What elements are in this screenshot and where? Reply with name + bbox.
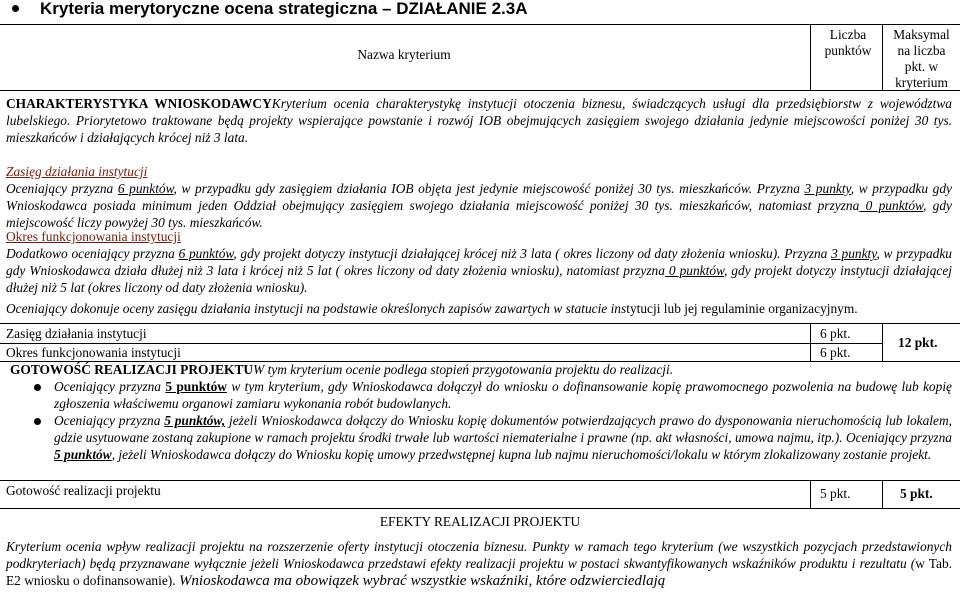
text: Wnioskodawca ma obowiązek wybrać wszystkie wskaźniki, które odzwierciedlają xyxy=(178,573,666,589)
text: , gdy miejscowość liczy powyżej 30 tys. mieszkańców. xyxy=(6,198,953,230)
max-col-line-2: na liczba xyxy=(897,43,946,58)
section-2-intro: W tym kryterium ocenie podlega stopień przygotowania projektu do realizacji. xyxy=(253,362,674,377)
bullet-icon xyxy=(34,418,41,425)
assessment-basis xyxy=(6,300,952,317)
text: , w przypadku gdy Wnioskodawca posiada minimum jeden Oddział obejmujący zasięgiem swojego działania miejscowość poniżej 30 tys. mieszkańców, natomiast przyzna xyxy=(6,181,952,213)
max-points: 5 pkt. xyxy=(900,486,933,501)
table-header xyxy=(0,24,960,91)
text: Oceniający przyzna xyxy=(6,181,118,196)
points-value: 5 punktów xyxy=(54,447,112,462)
section-1-intro: Kryterium ocenia charakterystykę instytucji otoczenia biznesu, świadczących usługi dla przedsiębiorstw z województwa lubelskiego. Priorytetowo traktowane będą projekty wspierające powstanie i rozwój IOB obejmujących zasięgiem swojego działania jedynie miejscowości poniżej 30 tys. mieszkańców i działających krócej niż 3 lata. xyxy=(6,96,952,145)
name-column-header: Nazwa kryterium xyxy=(357,47,451,62)
points-value: 6 punktów xyxy=(117,181,174,196)
points-value: 3 punkty xyxy=(804,181,851,196)
summary-row-label: Zasięg działania instytucji xyxy=(6,326,147,341)
text: w Tab. E2 wniosku o dofinansowanie). xyxy=(6,556,952,588)
section-1-title: CHARAKTERYSTYKA WNIOSKODAWCY xyxy=(6,96,272,111)
page-header xyxy=(0,0,960,25)
text: w tym kryterium, gdy Wnioskodawca dołączył do wniosku o dofinansowanie kopię prawomocnego pozwolenia na budowę lub kopię zgłoszenia właściwemu organowi zamiaru wykonania robót budowlanych. xyxy=(54,379,952,411)
points-value: 0 punktów xyxy=(859,198,923,213)
divider xyxy=(882,24,883,90)
section-3-title: EFEKTY REALIZACJI PROJEKTU xyxy=(379,514,581,529)
points-value: 3 punkty xyxy=(831,246,877,261)
points-value: 5 punktów xyxy=(165,379,227,394)
summary-row-label: Gotowość realizacji projektu xyxy=(6,483,161,498)
text: jeżeli Wnioskodawca dołączy do Wniosku kopię dokumentów potwierdzających prawo do dysponowania nieruchomością lub lokalem, gdzie usytuowane zostaną zakupione w ramach projektu środki trwałe lub wartości niematerialne i prawne (np. akt własności, umowa najmu, itp.). Oceniający przyzna xyxy=(54,413,952,445)
text: , w przypadku gdy Wnioskodawca działa dłużej niż 3 lata i krócej niż 5 lat ( okres liczony od daty złożenia wniosku), natomiast przyzna xyxy=(6,246,952,278)
divider xyxy=(0,323,960,324)
text: , w przypadku gdy zasięgiem działania IOB objęta jest jedynie miejscowość poniżej 30 tys. mieszkańców. Przyzna xyxy=(173,181,805,196)
text: , jeżeli Wnioskodawca dołączy do Wniosku kopię umowy przedwstępnej kupna lub najmu nieruchomości/lokalu w którym zlokalizowany zostanie projekt. xyxy=(111,447,932,462)
list-item xyxy=(54,412,952,463)
summary-row-label: Okres funkcjonowania instytucji xyxy=(6,345,181,360)
text: , gdy projekt dotyczy instytucji działającej krócej niż 3 lata ( okres liczony od daty złożenia wniosku). Przyzna xyxy=(233,246,832,261)
subcriterion-1-text xyxy=(6,180,952,231)
max-column-header xyxy=(883,27,960,91)
text: Oceniający przyzna xyxy=(54,379,166,394)
summary-row-points: 5 pkt. xyxy=(820,486,851,501)
points-column-header xyxy=(815,27,881,59)
text: Oceniający dokonuje oceny zasięgu działania instytucji na podstawie określonych zapisów zawartych w statucie ins xyxy=(6,301,627,316)
section-2-heading xyxy=(10,362,673,378)
text: tytucji lub jej regulaminie organizacyjnym. xyxy=(626,301,858,316)
text: Kryterium ocenia wpływ realizacji projektu na rozszerzenie oferty instytucji otoczenia biznesu. Punkty w ramach tego kryterium (we wszystkich pozycjach przedstawionych podkryteriach) będą przyznawane wyłącznie jeżeli Wnioskodawca przedstawi efekty realizacji projektu w postaci skwantyfikowanych wskaźników produktu i rezultatu ( xyxy=(6,539,952,571)
divider xyxy=(0,508,960,509)
divider xyxy=(882,323,883,361)
points-value: 6 punktów xyxy=(178,246,234,261)
list-item xyxy=(54,378,952,412)
divider xyxy=(810,480,811,508)
points-value: 5 punktów, xyxy=(164,413,226,428)
max-col-line-3: pkt. w xyxy=(904,59,939,74)
points-value: 0 punktów xyxy=(664,263,724,278)
summary-row-points: 6 pkt. xyxy=(820,345,851,360)
section-3-description xyxy=(6,538,952,590)
divider xyxy=(810,323,811,361)
max-col-line-4: kryterium xyxy=(895,75,948,90)
divider xyxy=(0,480,960,481)
points-column-label: Liczba punktów xyxy=(824,27,872,58)
max-points: 12 pkt. xyxy=(898,335,938,350)
summary-row-points: 6 pkt. xyxy=(820,326,851,341)
max-col-line-1: Maksymal xyxy=(893,27,950,42)
subcriterion-1-title: Zasięg działania instytucji xyxy=(6,164,148,179)
text: Oceniający przyzna xyxy=(54,413,165,428)
divider xyxy=(810,24,811,90)
subcriterion-2-title: Okres funkcjonowania instytucji xyxy=(6,229,181,244)
text: , gdy projekt dotyczy instytucji działającej dłużej niż 5 lat (okres liczony od daty złożenia wniosku). xyxy=(6,263,952,295)
bullet-icon xyxy=(12,5,19,12)
divider xyxy=(882,480,883,508)
page-title: Kryteria merytoryczne ocena strategiczna – DZIAŁANIE 2.3A xyxy=(40,0,528,18)
subcriterion-2-text xyxy=(6,245,952,296)
section-2-title: GOTOWOŚĆ REALIZACJI PROJEKTU xyxy=(10,362,254,377)
section-1-description xyxy=(6,95,952,146)
text: Dodatkowo oceniający przyzna xyxy=(6,246,179,261)
bullet-icon xyxy=(34,384,41,391)
divider xyxy=(0,343,882,344)
